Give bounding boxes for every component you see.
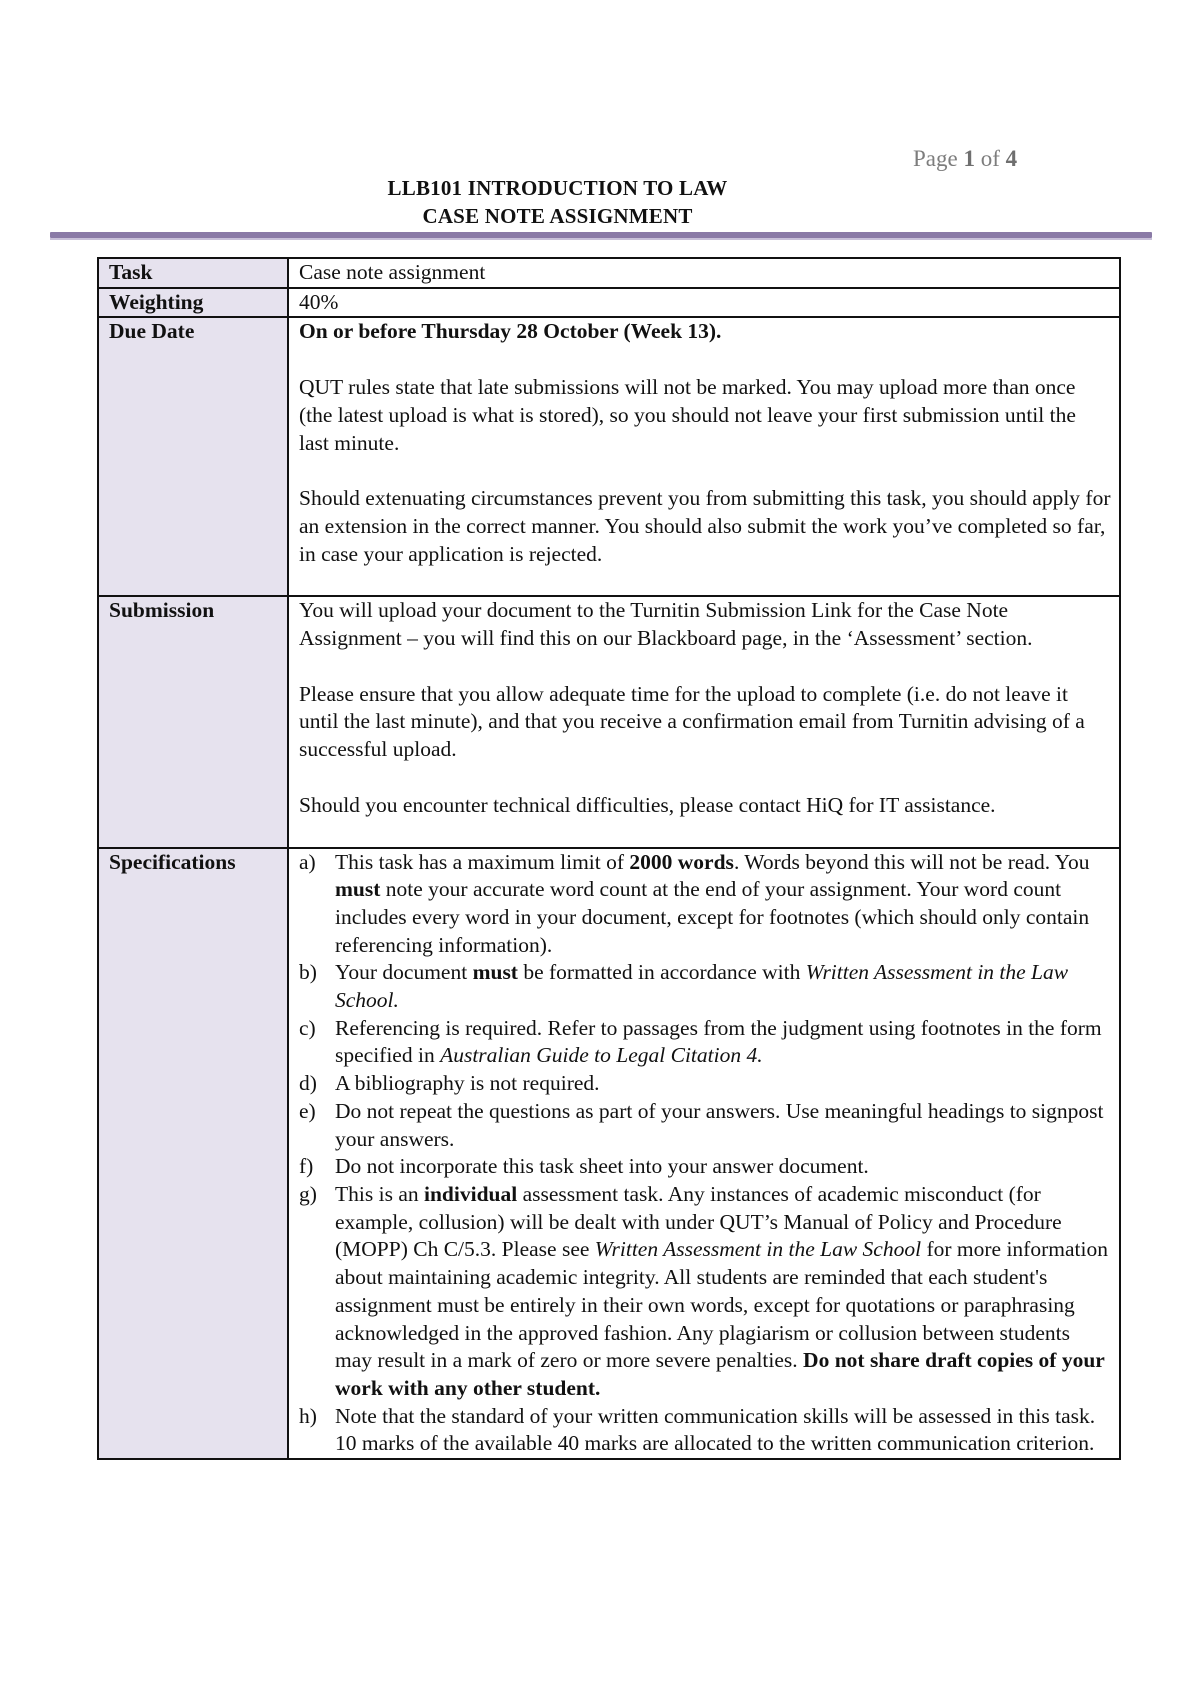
spec-marker: a) xyxy=(299,849,316,874)
submission-tech-support-note: Should you encounter technical difficulties, please contact HiQ for IT assistance. xyxy=(299,792,996,817)
submission-confirmation-note: Please ensure that you allow adequate time for the upload to complete (i.e. do not leave it until the last minute), and that you receive a confirmation email from Turnitin advising of a successful upload. xyxy=(299,681,1085,762)
title-line-assignment: CASE NOTE ASSIGNMENT xyxy=(422,204,693,228)
spec-text: Referencing is required. Refer to passages from the judgment using footnotes in the form specified in xyxy=(335,1015,1102,1068)
submission-value xyxy=(288,596,1120,847)
spec-text: Do not repeat the questions as part of your answers. Use meaningful headings to signpost your answers. xyxy=(335,1098,1104,1151)
spec-italic: Written Assessment in the Law School xyxy=(594,1237,922,1262)
weighting-value: 40% xyxy=(288,288,1120,318)
spec-text: A bibliography is not required. xyxy=(335,1071,600,1096)
spec-marker: c) xyxy=(299,1015,316,1040)
spec-bold: 2000 words xyxy=(629,849,734,874)
spec-text: assessment task. Any instances of academic misconduct (for example, collusion) will be dealt with under QUT’s Manual of Policy and Procedure (MOPP) Ch C/5.3. Please see xyxy=(335,1181,1062,1262)
spec-item-g xyxy=(299,1181,1111,1403)
table-row-due-date xyxy=(98,317,1120,596)
due-date-late-policy: QUT rules state that late submissions will not be marked. You may upload more than once (the latest upload is what is stored), so you should not leave your first submission until the last minute. xyxy=(299,375,1076,455)
page-word: Page xyxy=(913,146,958,171)
table-row-submission xyxy=(98,596,1120,847)
spec-italic: Australian Guide to Legal Citation 4. xyxy=(440,1043,763,1068)
spec-text: Note that the standard of your written communication skills will be assessed in this task. 10 marks of the available 40 marks are allocated to the written communication criterion. xyxy=(335,1403,1096,1456)
due-date-value xyxy=(288,317,1120,596)
submission-label: Submission xyxy=(98,596,288,847)
spec-item-f xyxy=(299,1153,1111,1181)
weighting-label: Weighting xyxy=(98,288,288,318)
spec-text: be formatted in accordance with xyxy=(517,960,806,985)
spec-marker: e) xyxy=(299,1098,316,1123)
due-date-headline: On or before Thursday 28 October (Week 13). xyxy=(299,319,722,344)
page-of: of xyxy=(980,146,1000,171)
due-date-label: Due Date xyxy=(98,317,288,596)
spec-text: Your document xyxy=(335,960,473,985)
specifications-value xyxy=(288,848,1120,1459)
spec-text: This is an xyxy=(335,1181,424,1206)
table-row-weighting xyxy=(98,288,1120,318)
spec-text: . Words beyond this will not be read. You xyxy=(733,849,1090,874)
page-number xyxy=(913,146,1017,172)
spec-marker: f) xyxy=(299,1154,314,1179)
spec-bold: must xyxy=(335,877,381,902)
spec-item-e xyxy=(299,1098,1111,1153)
spec-italic: Written Assessment in the Law School. xyxy=(335,960,1069,1013)
spec-bold: Do not share draft copies of your work with any other student. xyxy=(335,1348,1105,1400)
spec-marker: g) xyxy=(299,1181,317,1206)
specifications-list xyxy=(299,849,1111,1458)
due-date-extension-note: Should extenuating circumstances prevent you from submitting this task, you should apply for an extension in the correct manner. You should also submit the work you’ve completed so far, in case your application is rejected. xyxy=(299,486,1111,566)
task-value: Case note assignment xyxy=(288,258,1120,288)
spec-text: note your accurate word count at the end of your assignment. Your word count includes every word in your document, except for footnotes (which should only contain referencing information). xyxy=(335,877,1090,957)
spec-item-b xyxy=(299,959,1111,1014)
spec-marker: d) xyxy=(299,1071,317,1096)
spec-item-h xyxy=(299,1403,1111,1458)
spec-bold: must xyxy=(472,960,518,985)
spec-item-c xyxy=(299,1015,1111,1070)
spec-bold: individual xyxy=(423,1181,518,1206)
table-row-task xyxy=(98,258,1120,288)
spec-item-a xyxy=(299,849,1111,960)
spec-text: This task has a maximum limit of xyxy=(335,849,630,874)
task-label: Task xyxy=(98,258,288,288)
page-total: 4 xyxy=(1005,146,1018,171)
spec-text: Do not incorporate this task sheet into your answer document. xyxy=(335,1154,869,1179)
specifications-label: Specifications xyxy=(98,848,288,1459)
table-row-specifications xyxy=(98,848,1120,1459)
spec-text: for more information about maintaining academic integrity. All students are reminded that each student's assignment must be entirely in their own words, except for quotations or paraphrasing acknowledged in the approved fashion. Any plagiarism or collusion between students may result in a mark of zero or more severe penalties. xyxy=(335,1237,1108,1373)
page-current: 1 xyxy=(963,146,975,171)
spec-marker: b) xyxy=(299,960,317,985)
header-divider-shadow xyxy=(50,238,1152,240)
title-line-course: LLB101 INTRODUCTION TO LAW xyxy=(387,176,728,200)
spec-item-d xyxy=(299,1070,1111,1098)
assignment-info-table xyxy=(97,257,1121,1460)
submission-upload-instructions: You will upload your document to the Turnitin Submission Link for the Case Note Assignment – you will find this on our Blackboard page, in the ‘Assessment’ section. xyxy=(299,598,1033,651)
spec-marker: h) xyxy=(299,1403,317,1428)
document-title xyxy=(250,174,865,230)
